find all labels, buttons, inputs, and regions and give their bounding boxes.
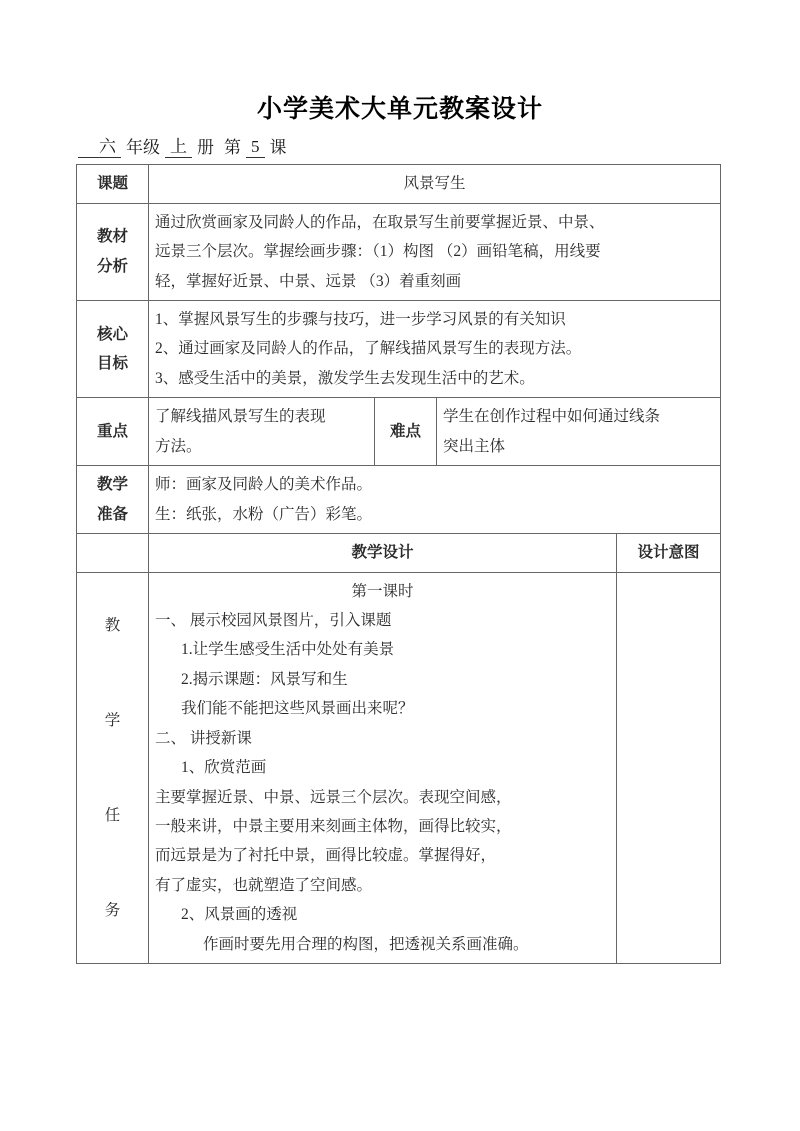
teaching-task-label-char: 学 bbox=[104, 710, 121, 729]
key-point-line: 了解线描风景写生的表现 bbox=[155, 408, 326, 426]
teaching-task-line: 1、欣赏范画 bbox=[181, 759, 267, 777]
grade-value: 六 bbox=[94, 132, 121, 158]
design-intent-content bbox=[617, 572, 721, 964]
material-analysis-label-line1: 教材 bbox=[96, 227, 128, 246]
teaching-task-label-char: 务 bbox=[104, 900, 121, 919]
teaching-task-line: 作画时要先用合理的构图，把透视关系画准确。 bbox=[203, 935, 529, 953]
grade-suffix-label: 年级 bbox=[126, 138, 160, 158]
teaching-task-line: 1.让学生感受生活中处处有美景 bbox=[181, 641, 395, 659]
teaching-task-line: 有了虚实，也就塑造了空间感。 bbox=[155, 876, 373, 894]
teaching-task-label bbox=[77, 572, 149, 964]
volume-value: 上 bbox=[165, 132, 192, 158]
teaching-task-line: 二、 讲授新课 bbox=[155, 729, 252, 747]
difficult-point-label: 难点 bbox=[375, 398, 437, 466]
teaching-task-line: 一般来讲，中景主要用来刻画主体物，画得比较实， bbox=[155, 818, 512, 835]
difficult-point-line: 学生在创作过程中如何通过线条 bbox=[443, 408, 661, 426]
core-objectives-content bbox=[149, 301, 721, 398]
design-header-empty-label bbox=[77, 534, 149, 572]
teaching-task-label-char: 教 bbox=[104, 615, 121, 634]
teaching-task-content bbox=[149, 572, 617, 964]
preparation-line: 生：纸张，水粉（广告）彩笔。 bbox=[155, 505, 373, 523]
grade-leading-blank bbox=[78, 157, 94, 158]
table-row-core-objectives bbox=[77, 301, 721, 398]
key-point-content bbox=[149, 398, 375, 466]
teaching-task-line: 2、风景画的透视 bbox=[181, 906, 298, 924]
table-row-key-difficult bbox=[77, 398, 721, 466]
core-objectives-label bbox=[77, 301, 149, 398]
preparation-label bbox=[77, 466, 149, 534]
table-row-teaching-task bbox=[77, 572, 721, 964]
lesson-number-value: 5 bbox=[246, 137, 265, 158]
lesson-plan-table bbox=[76, 164, 721, 964]
lesson-prefix-label: 第 bbox=[224, 138, 241, 158]
key-point-line: 方法。 bbox=[155, 437, 202, 455]
teaching-task-line: 主要掌握近景、中景、远景三个层次。表现空间感， bbox=[155, 788, 512, 806]
preparation-content bbox=[149, 466, 721, 534]
difficult-point-line: 突出主体 bbox=[443, 437, 506, 455]
material-analysis-label bbox=[77, 203, 149, 300]
material-analysis-line: 轻，掌握好近景、中景、远景 （3）着重刻画 bbox=[155, 272, 462, 290]
page-title: 小学美术大单元教案设计 bbox=[256, 94, 543, 123]
teaching-task-line: 2.揭示课题：风景写和生 bbox=[181, 670, 348, 688]
table-row-design-header bbox=[77, 534, 721, 572]
preparation-label-line2: 准备 bbox=[96, 504, 128, 523]
design-intent-header: 设计意图 bbox=[617, 534, 721, 572]
preparation-label-line1: 教学 bbox=[96, 475, 128, 494]
core-objective-item: 3、感受生活中的美景，激发学生去发现生活中的艺术。 bbox=[155, 369, 535, 387]
volume-suffix-label: 册 bbox=[197, 138, 214, 158]
key-point-label: 重点 bbox=[77, 398, 149, 466]
core-objective-item: 1、掌握风景写生的步骤与技巧，进一步学习风景的有关知识 bbox=[155, 311, 566, 328]
topic-label: 课题 bbox=[77, 165, 149, 203]
teaching-task-label-char: 任 bbox=[104, 805, 121, 824]
difficult-point-content bbox=[437, 398, 721, 466]
preparation-line: 师：画家及同龄人的美术作品。 bbox=[155, 476, 373, 494]
core-objective-item: 2、通过画家及同龄人的作品，了解线描风景写生的表现方法。 bbox=[155, 340, 582, 358]
table-row-topic bbox=[77, 165, 721, 203]
teaching-design-header: 教学设计 bbox=[149, 534, 617, 572]
material-analysis-line: 远景三个层次。掌握绘画步骤：（1）构图 （2）画铅笔稿，用线要 bbox=[155, 243, 601, 261]
topic-value: 风景写生 bbox=[149, 165, 721, 203]
teaching-task-line: 第一课时 bbox=[351, 582, 414, 600]
material-analysis-content bbox=[149, 203, 721, 300]
table-row-material-analysis bbox=[77, 203, 721, 300]
teaching-task-line: 我们能不能把这些风景画出来呢？ bbox=[181, 700, 414, 718]
table-row-preparation bbox=[77, 466, 721, 534]
teaching-task-label-stack bbox=[83, 578, 142, 958]
teaching-task-line: 一、 展示校园风景图片，引入课题 bbox=[155, 611, 392, 629]
teaching-task-line: 而远景是为了衬托中景，画得比较虚。掌握得好， bbox=[155, 847, 497, 865]
core-objectives-label-line1: 核心 bbox=[96, 324, 128, 343]
core-objectives-label-line2: 目标 bbox=[96, 354, 128, 373]
lesson-suffix-label: 课 bbox=[269, 138, 287, 158]
material-analysis-line: 通过欣赏画家及同龄人的作品，在取景写生前要掌握近景、中景、 bbox=[155, 213, 605, 231]
material-analysis-label-line2: 分析 bbox=[96, 256, 128, 275]
grade-lesson-line bbox=[0, 132, 800, 158]
